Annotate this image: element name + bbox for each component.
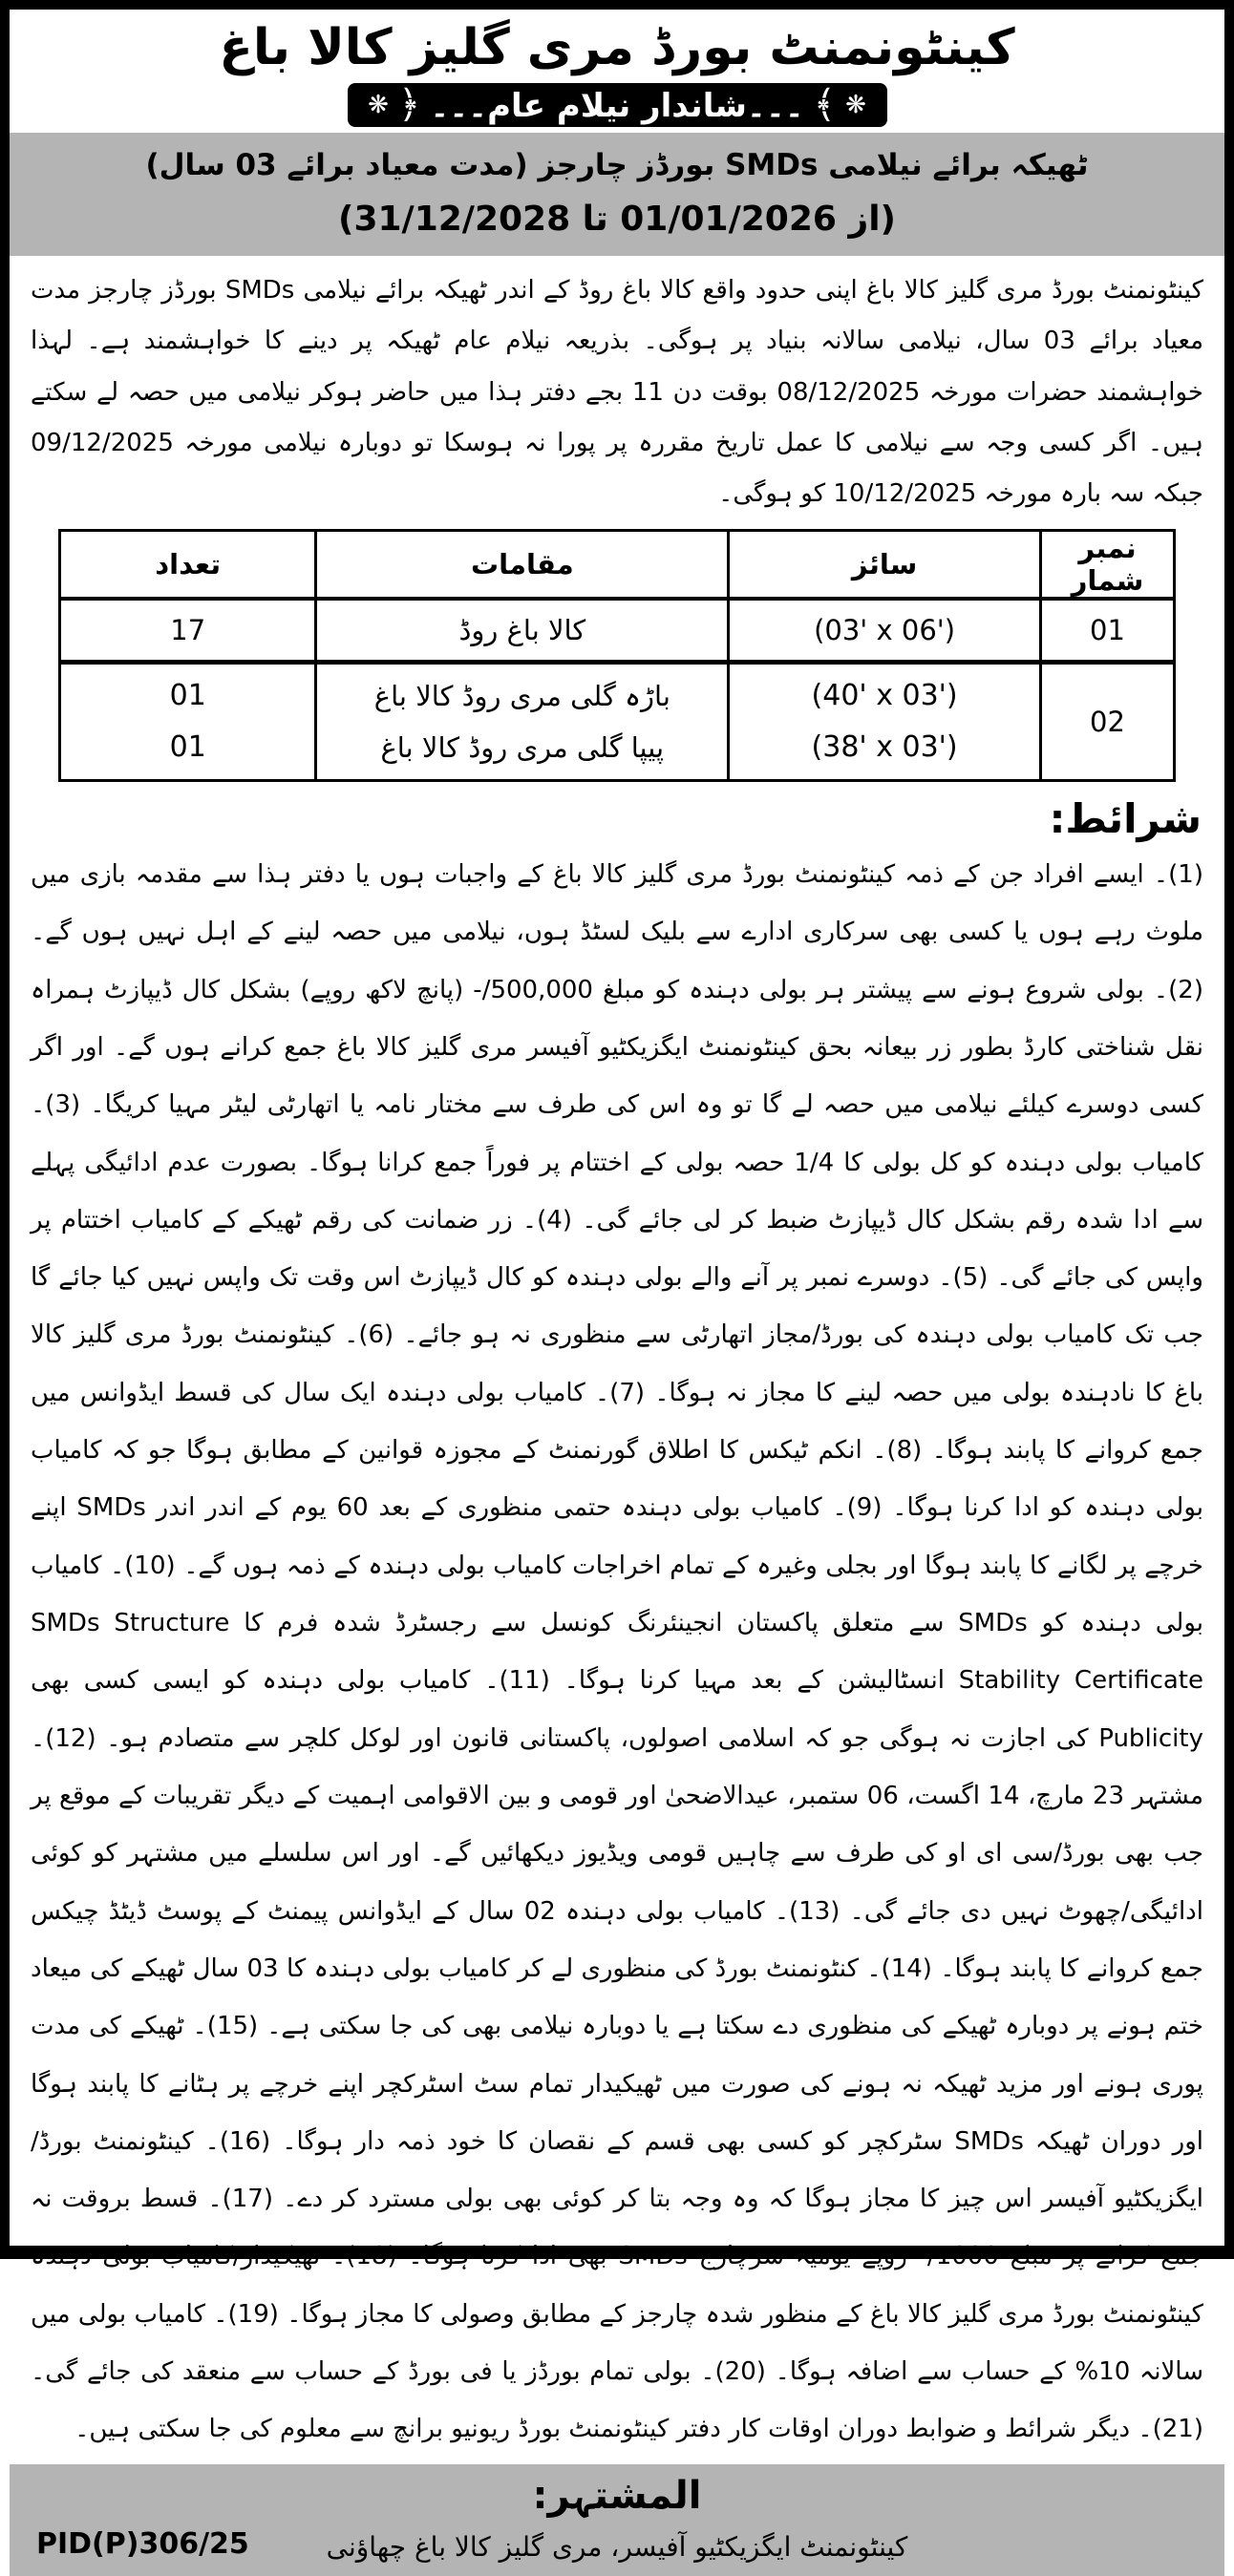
column-header-serial: نمبر شمار [1040, 531, 1174, 600]
location-line: پیپا گلی مری روڈ کالا باغ [380, 730, 665, 764]
intro-paragraph: کینٹونمنٹ بورڈ مری گلیز کالا باغ اپنی حدود واقع کالا باغ روڈ کے اندر ٹھیکہ برائے نیلامی SMDs بورڈز چارجز مدت معیاد برائے 03 سال، نیلامی سالانہ بنیاد پر ہوگی۔ بذریعہ نیلام عام ٹھیکہ پر دینے کا خواہشمند ہے۔ لہذا خواہشمند حضرات مورخہ 08/12/2025 بوقت دن 11 بجے دفتر ہذا میں حاضر ہوکر نیلامی میں حصہ لے سکتے ہیں۔ اگر کسی وجہ سے نیلامی کا عمل تاریخ مقررہ پر پورا نہ ہوسکا تو دوبارہ نیلامی مورخہ 09/12/2025 جبکہ سہ بارہ مورخہ 10/12/2025 کو ہوگی۔ [31, 276, 1203, 509]
conditions-heading: شرائط: [1049, 794, 1202, 842]
ornament-icon: ❋ [845, 91, 866, 119]
advertiser-signature: کینٹونمنٹ ایگزیکٹیو آفیسر، مری گلیز کالا باغ چھاؤنی [326, 2530, 908, 2563]
footer-band [10, 2464, 1224, 2576]
size-line: (38' x 03') [811, 730, 958, 765]
advertiser-heading: المشتہر: [532, 2473, 702, 2518]
subtitle-band [10, 133, 1224, 256]
tender-subject: ٹھیکہ برائے نیلامی SMDs بورڈز چارجز (مدت معیاد برائے 03 سال) [145, 148, 1089, 182]
column-header-qty: تعداد [60, 531, 316, 600]
location-line: باڑہ گلی مری روڈ کالا باغ [373, 679, 670, 712]
column-header-location: مقامات [316, 531, 729, 600]
table-header-row [60, 531, 1175, 600]
serial-cell: 02 [1040, 662, 1174, 780]
location-cell [316, 662, 729, 780]
auction-banner [348, 83, 887, 127]
qty-line: 01 [169, 730, 206, 765]
auction-banner-text: ۔۔۔شاندار نیلام عام۔۔۔ [430, 86, 804, 125]
conditions-text: (1)۔ ایسے افراد جن کے ذمہ کینٹونمنٹ بورڈ مری گلیز کالا باغ کے واجبات ہوں یا دفتر ہذا سے مقدمہ بازی میں ملوث رہے ہوں یا کسی بھی سرکاری ادارے سے بلیک لسٹڈ ہوں، نیلامی میں حصہ لینے کے اہل نہیں ہوں گے۔ (2)۔ بولی شروع ہونے سے پیشتر ہر بولی دہندہ کو مبلغ 500,000/- (پانچ لاکھ روپے) بشکل کال ڈیپازٹ ہمراہ نقل شناختی کارڈ بطور زر بیعانہ بحق کینٹونمنٹ ایگزیکٹیو آفیسر مری گلیز کالا باغ جمع کرانے ہوں گے۔ اور اگر کسی دوسرے کیلئے نیلامی میں حصہ لے گا تو وہ اس کی طرف سے مختار نامہ یا اتھارٹی لیٹر مہیا کریگا۔ (3)۔ کامیاب بولی دہندہ کو کل بولی کا 1/4 حصہ بولی کے اختتام پر فوراً جمع کرانا ہوگا۔ بصورت عدم ادائیگی پہلے سے ادا شدہ رقم بشکل کال ڈیپازٹ ضبط کر لی جائے گی۔ (4)۔ زر ضمانت کی رقم ٹھیکے کے کامیاب اختتام پر واپس کی جائے گی۔ (5)۔ دوسرے نمبر پر آنے والے بولی دہندہ کو کال ڈیپازٹ اس وقت تک واپس نہیں کیا جائے گا جب تک کامیاب بولی دہندہ کی بورڈ/مجاز اتھارٹی سے منظوری نہ ہو جائے۔ (6)۔ کینٹونمنٹ بورڈ مری گلیز کالا باغ کا نادہندہ بولی میں حصہ لینے کا مجاز نہ ہوگا۔ (7)۔ کامیاب بولی دہندہ ایک سال کی قسط ایڈوانس میں جمع کروانے کا پابند ہوگا۔ (8)۔ انکم ٹیکس کا اطلاق گورنمنٹ کے مجوزہ قوانین کے مطابق ہوگا جو کہ کامیاب بولی دہندہ کو ادا کرنا ہوگا۔ (9)۔ کامیاب بولی دہندہ حتمی منظوری کے بعد 60 یوم کے اندر اندر SMDs اپنے خرچے پر لگانے کا پابند ہوگا اور بجلی وغیرہ کے تمام اخراجات کامیاب بولی دہندہ کے ذمہ ہوں گے۔ (10)۔ کامیاب بولی دہندہ کو SMDs سے متعلق پاکستان انجینئرنگ کونسل سے رجسٹرڈ شدہ فرم کا SMDs Structure Stability Certificate انسٹالیشن کے بعد مہیا کرنا ہوگا۔ (11)۔ کامیاب بولی دہندہ کو ایسی کسی بھی Publicity کی اجازت نہ ہوگی جو کہ اسلامی اصولوں، پاکستانی قانون اور لوکل کلچر سے متصادم ہو۔ (12)۔ مشتہر 23 مارچ، 14 اگست، 06 ستمبر، عیدالاضحیٰ اور قومی و بین الاقوامی اہمیت کے دیگر تقریبات کے موقع پر جب بھی بورڈ/سی ای او کی طرف سے چاہیں قومی ویڈیوز دیکھائیں گے۔ اور اس سلسلے میں مشتہر کو کوئی ادائیگی/چھوٹ نہیں دی جائے گی۔ (13)۔ کامیاب بولی دہندہ 02 سال کے ایڈوانس پیمنٹ کے پوسٹ ڈیٹڈ چیکس جمع کروانے کا پابند ہوگا۔ (14)۔ کنٹونمنٹ بورڈ کی منظوری لے کر کامیاب بولی دہندہ کا 03 سال ٹھیکے کی میعاد ختم ہونے پر دوبارہ ٹھیکے کی منظوری دے سکتا ہے یا دوبارہ نیلامی بھی کی جا سکتی ہے۔ (15)۔ ٹھیکے کی مدت پوری ہونے اور مزید ٹھیکہ نہ ہونے کی صورت میں ٹھیکیدار تمام سٹ اسٹرکچر اپنے خرچے پر ہٹانے کا پابند ہوگا اور دوران ٹھیکہ SMDs سٹرکچر کو کسی بھی قسم کے نقصان کا خود ذمہ دار ہوگا۔ (16)۔ کینٹونمنٹ بورڈ/ایگزیکٹیو آفیسر اس چیز کا مجاز ہوگا کہ وہ وجہ بتا کر کوئی بھی بولی مسترد کر دے۔ (17)۔ قسط بروقت نہ جمع کرانے پر مبلغ 1000/- روپے یومیہ سرچارج SMDs بھی ادا کرنا ہوگا۔ (18)۔ ٹھیکیدار/کامیاب بولی دہندہ کینٹونمنٹ بورڈ مری گلیز کالا باغ کے منظور شدہ چارجز کے مطابق وصولی کا مجاز ہوگا۔ (19)۔ کامیاب بولی میں سالانہ 10% کے حساب سے اضافہ ہوگا۔ (20)۔ بولی تمام بورڈز یا فی بورڈ کے حساب سے منعقد کی جائے گی۔ (21)۔ دیگر شرائط و ضوابط دوران اوقات کار دفتر کینٹونمنٹ بورڈ ریونیو برانچ سے معلوم کی جا سکتی ہیں۔ [31, 859, 1204, 2444]
qty-cell: 17 [60, 599, 316, 662]
column-header-size: سائز [729, 531, 1041, 600]
contract-period: (از 01/01/2026 تا 31/12/2028) [338, 200, 896, 239]
size-line: (40' x 03') [811, 679, 958, 713]
table-row [60, 599, 1175, 662]
pid-number: PID(P)306/25 [36, 2526, 249, 2561]
qty-cell [60, 662, 316, 780]
schedule-table [58, 529, 1176, 782]
qty-line: 01 [169, 679, 206, 713]
size-cell [729, 662, 1041, 780]
size-cell: (03' x 06') [729, 599, 1041, 662]
location-cell: کالا باغ روڈ [316, 599, 729, 662]
ornament-icon: ❋ [368, 91, 389, 119]
ornate-bracket-right-icon: ﴾ [813, 83, 837, 127]
page-title: کینٹونمنٹ بورڈ مری گلیز کالا باغ [219, 19, 1015, 76]
serial-cell: 01 [1040, 599, 1174, 662]
ornate-bracket-left-icon: ﴿ [397, 83, 421, 127]
table-row [60, 662, 1175, 780]
